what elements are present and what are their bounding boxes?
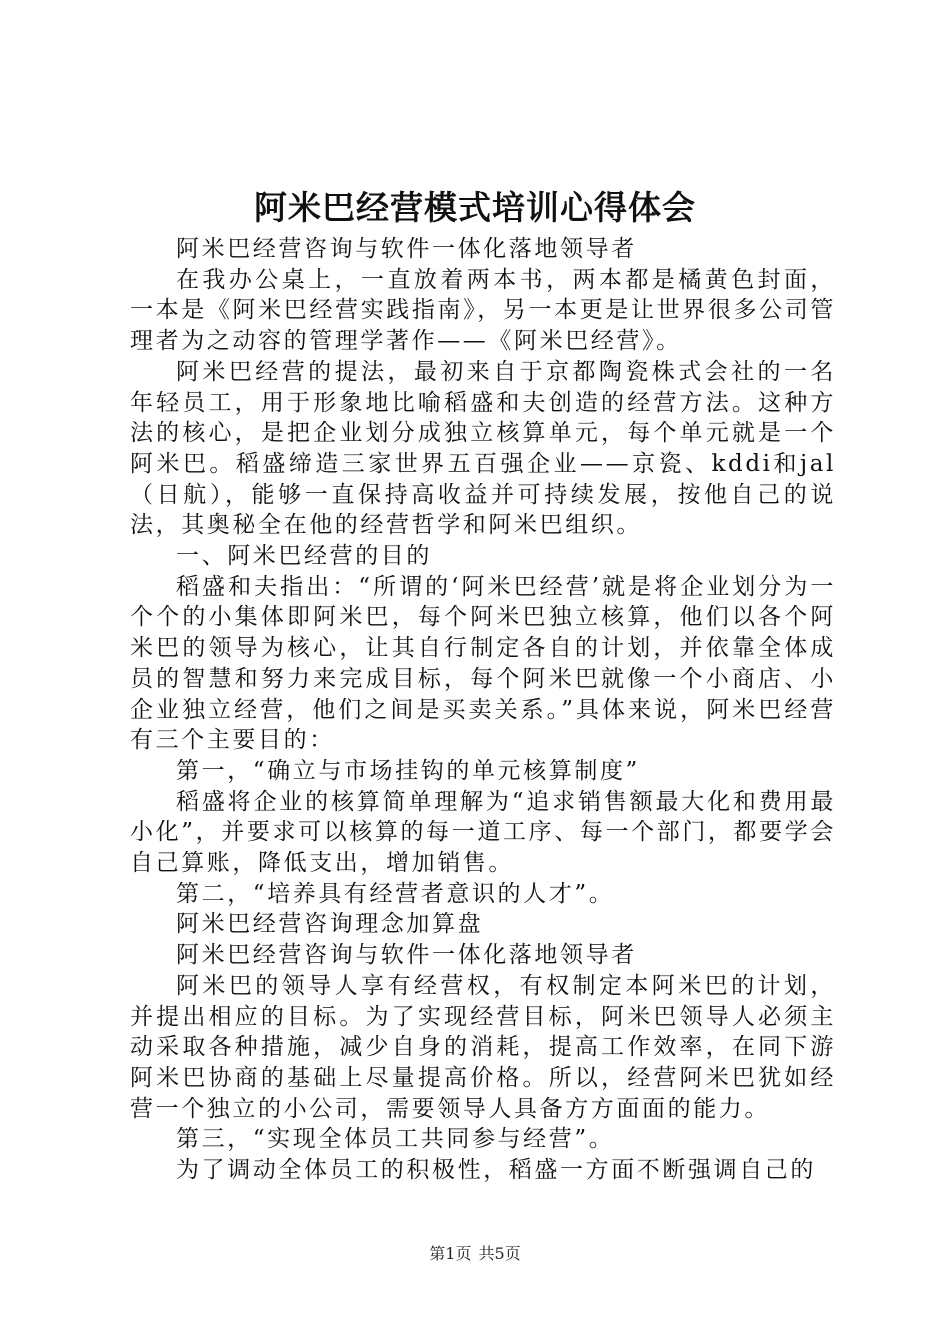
subheading: 第三，“实现全体员工共同参与经营”。 [176,1126,615,1153]
document-body [130,234,836,1186]
page-number: 第1页 [429,1244,472,1263]
paragraph: 阿米巴经营咨询理念加算盘 [176,911,484,938]
subheading: 第二，“培养具有经营者意识的人才”。 [176,880,615,907]
paragraph: 阿米巴的领导人享有经营权，有权制定本阿米巴的计划，并提出相应的目标。为了实现经营目标，阿米巴领导人必须主动采取各种措施，减少自身的消耗，提高工作效率，在同下游阿米巴协商的基础上尽量提高价格。所以，经营阿米巴犹如经营一个独立的小公司，需要领导人具备方方面面的能力。 [130,972,836,1122]
paragraph: 在我办公桌上，一直放着两本书，两本都是橘黄色封面，一本是《阿米巴经营实践指南》，另一本更是让世界很多公司管理者为之动容的管理学著作——《阿米巴经营》。 [130,266,836,355]
page-footer [0,1243,950,1265]
paragraph: 阿米巴经营咨询与软件一体化落地领导者 [176,236,637,262]
paragraph: 阿米巴经营咨询与软件一体化落地领导者 [176,942,637,969]
paragraph: 阿米巴经营的提法，最初来自于京都陶瓷株式会社的一名年轻员工，用于形象地比喻稻盛和夫创造的经营方法。这种方法的核心，是把企业划分成独立核算单元，每个单元就是一个阿米巴。稻盛缔造三家世界五百强企业——京瓷、kddi和jal（日航），能够一直保持高收益并可持续发展，按他自己的说法，其奥秘全在他的经营哲学和阿米巴组织。 [130,358,836,539]
section-heading: 一、阿米巴经营的目的 [176,543,432,570]
page-total: 共5页 [478,1244,521,1263]
paragraph: 为了调动全体员工的积极性，稻盛一方面不断强调自己的 [176,1157,816,1184]
paragraph: 稻盛和夫指出：“所谓的‘阿米巴经营’就是将企业划分为一个个的小集体即阿米巴，每个阿米巴独立核算，他们以各个阿米巴的领导为核心，让其自行制定各自的计划，并依靠全体成员的智慧和努力来完成目标，每个阿米巴就像一个小商店、小企业独立经营，他们之间是买卖关系。”具体来说，阿米巴经营有三个主要目的： [130,573,836,754]
document-title: 阿米巴经营模式培训心得体会 [254,188,696,227]
subheading: 第一，“确立与市场挂钩的单元核算制度” [176,757,640,784]
paragraph: 稻盛将企业的核算简单理解为“追求销售额最大化和费用最小化”，并要求可以核算的每一道工序、每一个部门，都要学会自己算账，降低支出，增加销售。 [130,788,836,877]
